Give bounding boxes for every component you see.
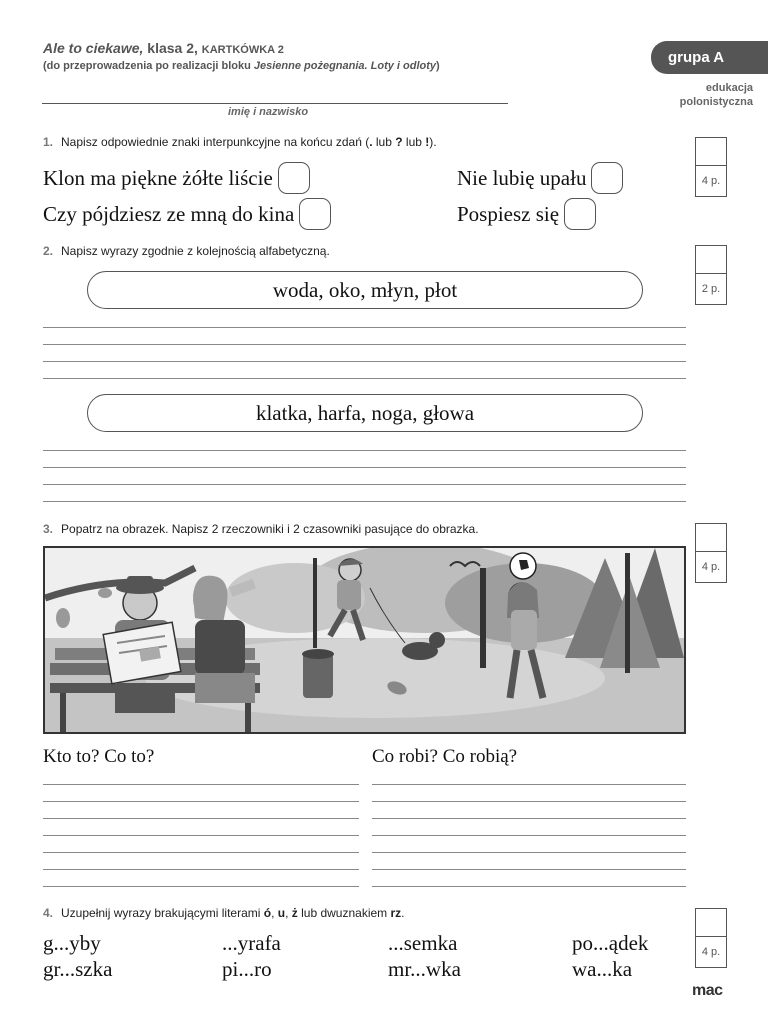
writing-line[interactable] [43, 501, 686, 502]
park-scene-image [45, 548, 684, 732]
writing-line[interactable] [372, 852, 686, 853]
task2-instruction: 2. Napisz wyrazy zgodnie z kolejnością alfabetyczną. [43, 244, 330, 258]
fill-word[interactable]: po...ądek [572, 931, 649, 955]
writing-line[interactable] [43, 852, 359, 853]
name-label: imię i nazwisko [228, 106, 309, 118]
writing-line[interactable] [43, 344, 686, 345]
fill-word[interactable]: gr...szka [43, 957, 113, 981]
task2-points-box[interactable]: 2 p. [695, 245, 727, 305]
task4-points-box[interactable]: 4 p. [695, 908, 727, 968]
writing-line[interactable] [43, 327, 686, 328]
writing-line[interactable] [43, 835, 359, 836]
fill-word[interactable]: mr...wka [388, 957, 461, 981]
park-illustration [43, 546, 686, 734]
word-set-2: klatka, harfa, noga, głowa [87, 394, 643, 432]
task1-instruction: 1. Napisz odpowiednie znaki interpunkcyjne na końcu zdań (. lub ? lub !). [43, 135, 437, 149]
writing-line[interactable] [372, 818, 686, 819]
worksheet-title: Ale to ciekawe, klasa 2, KARTKÓWKA 2 [43, 40, 284, 56]
writing-line[interactable] [43, 467, 686, 468]
writing-line[interactable] [43, 801, 359, 802]
task1-sentence-2: Nie lubię upału [457, 162, 623, 194]
writing-line[interactable] [372, 801, 686, 802]
task1-sentence-3: Czy pójdziesz ze mną do kina [43, 198, 331, 230]
task1-sentence-4: Pospiesz się [457, 198, 596, 230]
fill-word[interactable]: ...semka [388, 931, 458, 955]
writing-line[interactable] [372, 869, 686, 870]
writing-line[interactable] [43, 450, 686, 451]
task1-sentence-1: Klon ma piękne żółte liście [43, 162, 310, 194]
publisher-logo: mac [692, 982, 723, 999]
word-set-1: woda, oko, młyn, płot [87, 271, 643, 309]
verbs-heading: Co robi? Co robią? [372, 746, 518, 767]
fill-word[interactable]: ...yrafa [222, 931, 281, 955]
subject-label: edukacja polonistyczna [679, 82, 753, 108]
writing-line[interactable] [43, 484, 686, 485]
writing-line[interactable] [372, 835, 686, 836]
task3-instruction: 3. Popatrz na obrazek. Napisz 2 rzeczowniki i 2 czasowniki pasujące do obrazka. [43, 522, 479, 536]
fill-word[interactable]: wa...ka [572, 957, 633, 981]
writing-line[interactable] [372, 784, 686, 785]
group-badge: grupa A [651, 41, 768, 74]
writing-line[interactable] [43, 361, 686, 362]
worksheet-subtitle: (do przeprowadzenia po realizacji bloku Jesienne pożegnania. Loty i odloty) [43, 60, 440, 72]
fill-word[interactable]: g...yby [43, 931, 101, 955]
nouns-heading: Kto to? Co to? [43, 746, 155, 767]
task1-points-box[interactable]: 4 p. [695, 137, 727, 197]
task3-points-box[interactable]: 4 p. [695, 523, 727, 583]
writing-line[interactable] [43, 784, 359, 785]
writing-line[interactable] [372, 886, 686, 887]
punctuation-box[interactable] [299, 198, 331, 230]
writing-line[interactable] [43, 818, 359, 819]
punctuation-box[interactable] [564, 198, 596, 230]
writing-line[interactable] [43, 378, 686, 379]
name-input-line[interactable] [42, 103, 508, 104]
punctuation-box[interactable] [591, 162, 623, 194]
writing-line[interactable] [43, 886, 359, 887]
punctuation-box[interactable] [278, 162, 310, 194]
writing-line[interactable] [43, 869, 359, 870]
task4-instruction: 4. Uzupełnij wyrazy brakującymi literami ó, u, ż lub dwuznakiem rz. [43, 906, 405, 920]
fill-word[interactable]: pi...ro [222, 957, 272, 981]
